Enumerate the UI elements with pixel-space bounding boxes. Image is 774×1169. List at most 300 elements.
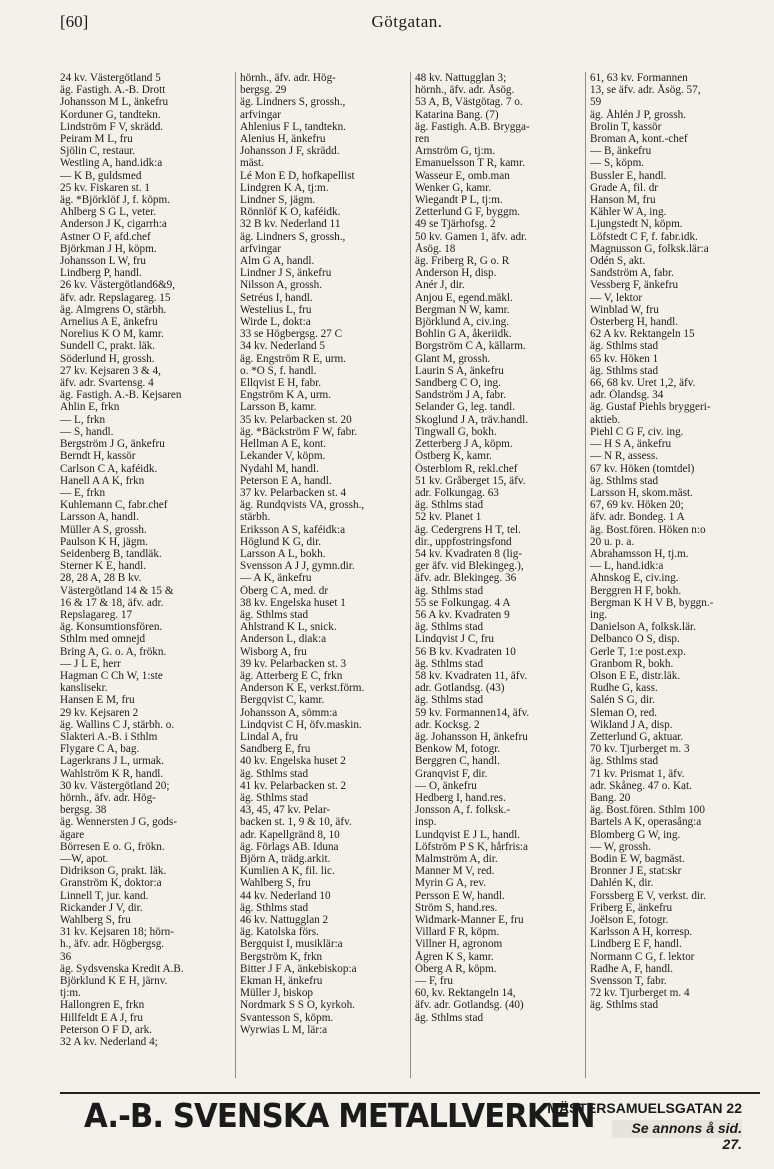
directory-line: Svensson T, fabr. <box>590 975 667 988</box>
directory-line: Katarina Bang. (7) <box>415 108 499 121</box>
directory-line: ger äfv. vid Blekingeg.), <box>415 560 524 573</box>
directory-line: Ahlberg S G L, veter. <box>60 206 157 219</box>
directory-line: Benkow M, fotogr. <box>415 743 501 756</box>
directory-line: Johansson M L, änkefru <box>60 96 169 109</box>
directory-line: 16 & 17 & 18, äfv. adr. <box>60 596 164 609</box>
directory-line: äg. Johansson H, änkefru <box>415 730 528 743</box>
directory-line: aktieb. <box>590 413 621 426</box>
directory-line: Johansson J F, skrädd. <box>240 145 340 158</box>
directory-line: 32 A kv. Nederland 4; <box>60 1036 158 1049</box>
directory-line: Sleman O, red. <box>590 706 658 719</box>
directory-line: äg. Friberg R, G o. R <box>415 255 510 268</box>
directory-line: Björklund K E H, järnv. <box>60 975 168 988</box>
directory-line: — F, fru <box>415 975 453 988</box>
directory-line: Löfström P S K, hårfris:a <box>415 840 528 853</box>
page-header <box>60 12 754 34</box>
directory-line: 24 kv. Västergötland 5 <box>60 72 161 84</box>
directory-line: dir., uppfostringsfond <box>415 535 512 548</box>
directory-line: Zetterlund G, aktuar. <box>590 730 684 743</box>
directory-line: Rickander J V, dir. <box>60 901 143 914</box>
directory-line: 43, 45, 47 kv. Pelar- <box>240 804 331 817</box>
directory-line: äg. Bost.fören. Sthlm 100 <box>590 804 705 817</box>
column-4 <box>585 72 765 1078</box>
directory-line: Alm G A, handl. <box>240 255 315 268</box>
directory-line: — W, grossh. <box>590 840 651 853</box>
directory-line: Hansen E M, fru <box>60 694 135 707</box>
directory-line: Peiram M L, fru <box>60 133 133 146</box>
directory-line: Österberg H, handl. <box>590 316 679 329</box>
directory-line: Bergström J G, änkefru <box>60 438 165 451</box>
directory-line: Zetterberg J A, köpm. <box>415 438 513 451</box>
directory-line: — E, frkn <box>60 486 106 499</box>
directory-columns <box>60 72 760 1078</box>
directory-line: 53 A, B, Västgötag. 7 o. <box>415 96 523 109</box>
directory-line: äg. Åhlén J P, grossh. <box>590 108 687 121</box>
directory-line: Bergqvist C, kamr. <box>240 694 325 707</box>
directory-line: Ahlstrand K L, snick. <box>240 621 337 634</box>
directory-line: Wiegandt P L, tj:m. <box>415 194 503 207</box>
directory-line: Magnusson G, folksk.lär:a <box>590 242 709 255</box>
directory-line: Sterner K E, handl. <box>60 560 147 573</box>
directory-line: Tingwall G, bokh. <box>415 425 497 438</box>
directory-line: 49 se Tjärhofsg. 2 <box>415 218 496 231</box>
directory-line: äfv. adr. Blekingeg. 36 <box>415 572 517 585</box>
column-3 <box>410 72 585 1078</box>
directory-line: Delbanco O S, disp. <box>590 633 680 646</box>
directory-line: Winblad W, fru <box>590 303 659 316</box>
directory-line: äg. Förlags AB. Iduna <box>240 840 339 853</box>
directory-line: Bronner J E, stat:skr <box>590 865 682 878</box>
directory-line: äg. Fastigh. A.-B. Drott <box>60 84 166 97</box>
directory-line: äg. *Bäckström F W, fabr. <box>240 425 358 438</box>
directory-line: Ahlin E, frkn <box>60 401 120 414</box>
directory-line: 61, 63 kv. Formannen <box>590 72 688 84</box>
directory-line: Ellqvist E H, fabr. <box>240 377 322 390</box>
advertiser-address: MÄSTERSAMUELSGATAN 22 <box>547 1100 742 1116</box>
directory-line: Skoglund J A, träv.handl. <box>415 413 529 426</box>
directory-line: 66, 68 kv. Uret 1,2, äfv. <box>590 377 696 390</box>
directory-line: 54 kv. Kvadraten 8 (lig- <box>415 547 523 560</box>
directory-line: 56 A kv. Kvadraten 9 <box>415 608 510 621</box>
directory-line: Nilsson A, grossh. <box>240 279 323 292</box>
directory-line: Didrikson G, prakt. läk. <box>60 865 167 878</box>
directory-line: Norelius K O M, kamr. <box>60 328 164 341</box>
directory-line: 40 kv. Engelska huset 2 <box>240 755 346 768</box>
directory-line: 30 kv. Västergötland 20; <box>60 779 170 792</box>
directory-line: Peterson E A, handl. <box>240 474 332 487</box>
directory-line: hörnh., äfv. adr. Hög- <box>240 72 336 84</box>
directory-line: Bartels A K, operasång:a <box>590 816 702 829</box>
directory-line: Westelius L, fru <box>240 303 312 316</box>
directory-line: Ljungstedt N, köpm. <box>590 218 683 231</box>
directory-line: Odén S, akt. <box>590 255 646 268</box>
directory-line: äg. Lindners S, grossh., <box>240 230 346 243</box>
directory-line: Selander G, leg. tandl. <box>415 401 516 414</box>
directory-line: Dahlén K, dir. <box>590 877 654 890</box>
directory-line: Wirde L, dokt:a <box>240 316 311 329</box>
directory-line: 28, 28 A, 28 B kv. <box>60 572 142 585</box>
directory-line: Lindqvist J C, fru <box>415 633 494 646</box>
directory-line: Sandberg C O, ing. <box>415 377 501 390</box>
street-title: Götgatan. <box>371 12 443 31</box>
directory-line: Ågren K S, kamr. <box>415 950 494 963</box>
directory-line: Forssberg E V, verkst. dir. <box>590 889 706 902</box>
directory-line: mäst. <box>240 157 264 170</box>
directory-line: äg. Sthlms stad <box>415 1011 484 1024</box>
directory-line: 41 kv. Pelarbacken st. 2 <box>240 779 347 792</box>
directory-line: Alenius H, änkefru <box>240 133 326 146</box>
directory-line: Hanson M, fru <box>590 194 656 207</box>
directory-line: Flygare C A, bag. <box>60 743 140 756</box>
directory-line: äg. Engström R E, urm. <box>240 352 346 365</box>
directory-line: Kähler W A, ing. <box>590 206 667 219</box>
directory-line: 55 se Folkungag. 4 A <box>415 596 511 609</box>
directory-line: äg. Cedergrens H T, tel. <box>415 523 521 536</box>
directory-line: äg. Sydsvenska Kredit A.B. <box>60 962 184 975</box>
directory-line: arfvingar <box>240 242 281 255</box>
directory-line: Björn A, trädg.arkit. <box>240 853 331 865</box>
directory-line: äfv. adr. Gotlandsg. (40) <box>415 999 524 1012</box>
directory-line: Larsson H, skom.mäst. <box>590 486 693 499</box>
directory-line: Berggren C, handl. <box>415 755 500 768</box>
directory-line: Eriksson A S, kaféidk:a <box>240 523 346 536</box>
directory-line: äg. Katolska förs. <box>240 926 319 939</box>
directory-line: Lindberg P, handl. <box>60 267 142 280</box>
directory-line: adr. Kocksg. 2 <box>415 718 480 731</box>
directory-line: Anjou E, egend.mäkl. <box>415 291 513 304</box>
directory-line: Danielson A, folksk.lär. <box>590 621 696 634</box>
directory-line: Nordmark S S O, kyrkoh. <box>240 999 355 1012</box>
directory-line: adr. Skåneg. 47 o. Kat. <box>590 779 692 792</box>
directory-line: tj:m. <box>60 987 81 1000</box>
directory-line: äg. Konsumtionsfören. <box>60 621 163 634</box>
directory-line: äg. Lindners S, grossh., <box>240 96 346 109</box>
directory-line: Rudhe G, kass. <box>590 682 658 695</box>
directory-line: h., äfv. adr. Högbergsg. <box>60 938 165 951</box>
directory-line: Bergquist I, musiklär:a <box>240 938 343 951</box>
directory-line: hörnh., äfv. adr. Åsög. <box>415 84 515 97</box>
directory-line: Östberg K, kamr. <box>415 450 492 463</box>
directory-line: — L, hand.idk:a <box>590 560 664 573</box>
directory-line: Lindström F V, skrädd. <box>60 120 164 133</box>
directory-line: Gerle T, 1:e post.exp. <box>590 645 686 658</box>
directory-line: Astner O F, afd.chef <box>60 230 151 243</box>
directory-line: ägare <box>60 828 85 841</box>
directory-line: Wahlström K R, handl. <box>60 767 164 780</box>
directory-line: Granbom R, bokh. <box>590 657 674 670</box>
directory-line: 33 se Högbergsg. 27 C <box>240 328 343 341</box>
directory-line: Björklund A, civ.ing. <box>415 316 510 329</box>
directory-line: 72 kv. Tjurberget m. 4 <box>590 987 690 1000</box>
directory-line: arfvingar <box>240 108 281 121</box>
directory-line: — S, köpm. <box>590 157 645 170</box>
directory-line: Wikland J A, disp. <box>590 718 673 731</box>
advertisement-reference: Se annons å sid. 27. <box>612 1120 742 1138</box>
directory-line: Björkman J H, köpm. <box>60 242 157 255</box>
directory-line: Anderson H, disp. <box>415 267 497 280</box>
directory-line: Johansson A, sömm:a <box>240 706 338 719</box>
directory-line: Glant M, grossh. <box>415 352 491 365</box>
directory-line: Laurin S A, änkefru <box>415 364 504 377</box>
directory-line: Lundqvist E J L, handl. <box>415 828 521 841</box>
directory-line: Wisborg A, fru <box>240 645 307 658</box>
directory-line: Borgström C A, källarm. <box>415 340 526 353</box>
directory-line: Joëlson E, fotogr. <box>590 914 669 927</box>
directory-line: äg. Fastigh. A.-B. Kejsaren <box>60 389 182 402</box>
directory-line: Anér J, dir. <box>415 279 465 292</box>
directory-line: Myrin G A, rev. <box>415 877 487 890</box>
directory-line: Zetterlund G F, byggm. <box>415 206 521 219</box>
directory-line: Lindner S, jägm. <box>240 194 316 207</box>
directory-line: äg. Sthlms stad <box>590 474 659 487</box>
directory-line: Carlson C A, kaféidk. <box>60 462 158 475</box>
directory-line: Manner M V, red. <box>415 865 495 878</box>
directory-line: — J L E, herr <box>60 657 121 670</box>
directory-line: Müller A S, grossh. <box>60 523 147 536</box>
advertiser-name: A.-B. SVENSKA METALLVERKEN <box>84 1096 595 1135</box>
directory-line: Paulson K H, jägm. <box>60 535 148 548</box>
directory-line: Normann C G, f. lektor <box>590 950 695 963</box>
column-1 <box>60 72 230 1078</box>
directory-line: Lekander V, köpm. <box>240 450 326 463</box>
directory-line: Kuhlemann C, fabr.chef <box>60 499 168 512</box>
directory-line: Larsson B, kamr. <box>240 401 317 414</box>
directory-line: 32 B kv. Nederland 11 <box>240 218 341 231</box>
directory-line: äg. Sthlms stad <box>240 791 309 804</box>
directory-line: 59 <box>590 96 602 109</box>
directory-line: Hillfeldt E A J, fru <box>60 1011 143 1024</box>
directory-line: äg. Sthlms stad <box>415 694 484 707</box>
directory-line: Sjölin C, restaur. <box>60 145 136 158</box>
directory-line: 31 kv. Kejsaren 18; hörn- <box>60 926 174 939</box>
directory-line: 62 A kv. Rektangeln 15 <box>590 328 695 341</box>
directory-line: äg. Sthlms stad <box>240 608 309 621</box>
directory-line: 29 kv. Kejsaren 2 <box>60 706 139 719</box>
directory-line: 65 kv. Höken 1 <box>590 352 659 365</box>
directory-line: adr. Ölandsg. 34 <box>590 389 664 402</box>
directory-line: Wahlberg S, fru <box>240 877 311 890</box>
directory-line: Blomberg G W, ing. <box>590 828 681 841</box>
directory-line: 13, se äfv. adr. Åsög. 57, <box>590 84 701 97</box>
directory-line: 20 u. p. a. <box>590 535 635 548</box>
advertisement-banner <box>60 1092 760 1152</box>
directory-line: 58 kv. Kvadraten 11, äfv. <box>415 669 528 682</box>
directory-line: 71 kv. Prismat 1, äfv. <box>590 767 685 780</box>
directory-line: 38 kv. Engelska huset 1 <box>240 596 346 609</box>
directory-line: 50 kv. Gamen 1, äfv. adr. <box>415 230 527 243</box>
directory-line: Johansson L W, fru <box>60 255 146 268</box>
directory-line: 34 kv. Nederland 5 <box>240 340 326 353</box>
directory-line: backen st. 1, 9 & 10, äfv. <box>240 816 352 829</box>
directory-line: Anderson J K, cigarrh:a <box>60 218 167 231</box>
directory-line: Persson E W, handl. <box>415 889 505 902</box>
directory-line: Bring A, G. o. A, frökn. <box>60 645 167 658</box>
directory-line: ren <box>415 133 430 146</box>
directory-line: — V, lektor <box>590 291 643 304</box>
directory-line: Hanell A A K, frkn <box>60 474 145 487</box>
directory-line: Slakteri A.-B. i Sthlm <box>60 730 158 743</box>
directory-line: Linnell T, jur. kand. <box>60 889 149 902</box>
directory-line: Lindqvist C H, öfv.maskin. <box>240 718 362 731</box>
directory-line: Karlsson A H, korresp. <box>590 926 693 939</box>
directory-line: Börresen E o. G, frökn. <box>60 840 165 853</box>
directory-line: Piehl C G F, civ. ing. <box>590 425 684 438</box>
directory-line: 27 kv. Kejsaren 3 & 4, <box>60 364 161 377</box>
directory-line: Villard F R, köpm. <box>415 926 500 939</box>
directory-line: hörnh., äfv. adr. Hög- <box>60 791 156 804</box>
directory-line: Öberg A R, köpm. <box>415 962 497 975</box>
directory-line: Wahlberg S, fru <box>60 914 131 927</box>
directory-line: äg. Sthlms stad <box>240 767 309 780</box>
directory-line: äg. Sthlms stad <box>415 621 484 634</box>
directory-line: Åsög. 18 <box>415 242 456 255</box>
directory-line: Västergötland 14 & 15 & <box>60 584 174 597</box>
page-number: [60] <box>60 12 89 31</box>
directory-line: — B, änkefru <box>590 145 652 158</box>
directory-line: äg. Sthlms stad <box>415 584 484 597</box>
directory-line: Setréus I, handl. <box>240 291 313 304</box>
directory-line: 25 kv. Fiskaren st. 1 <box>60 181 151 194</box>
directory-line: — A K, änkefru <box>240 572 312 585</box>
directory-line: 67, 69 kv. Höken 20; <box>590 499 684 512</box>
directory-line: 59 kv. Formannen14, äfv. <box>415 706 530 719</box>
directory-line: äg. Wallins C J, stärbh. o. <box>60 718 175 731</box>
directory-line: Rönnlöf K O, kaféidk. <box>240 206 341 219</box>
directory-line: 56 B kv. Kvadraten 10 <box>415 645 516 658</box>
directory-line: ing. <box>590 608 608 621</box>
directory-line: Öberg C A, med. dr <box>240 584 329 597</box>
directory-line: Söderlund H, grossh. <box>60 352 155 365</box>
directory-line: 51 kv. Gråberget 15, äfv. <box>415 474 526 487</box>
directory-line: Jonsson A, f. folksk.- <box>415 804 511 817</box>
directory-line: Radhe A, F, handl. <box>590 962 674 975</box>
directory-line: — H S A, änkefru <box>590 438 672 451</box>
directory-line: Grade A, fil. dr <box>590 181 659 194</box>
directory-line: Sundell C, prakt. läk. <box>60 340 156 353</box>
directory-line: Bergman K H V B, byggn.- <box>590 596 714 609</box>
directory-line: Vessberg F, änkefru <box>590 279 679 292</box>
directory-line: Granström K, doktor:a <box>60 877 162 890</box>
directory-line: o. *O S, f. handl. <box>240 364 317 377</box>
directory-line: Wenker G, kamr. <box>415 181 492 194</box>
directory-line: Lindal A, fru <box>240 730 299 743</box>
directory-line: Hellman A E, kont. <box>240 438 327 451</box>
directory-line: 35 kv. Pelarbacken st. 20 <box>240 413 352 426</box>
directory-line: Arnström G, tj:m. <box>415 145 496 158</box>
directory-line: äg. Fastigh. A.B. Brygga- <box>415 120 530 133</box>
directory-line: äg. Sthlms stad <box>590 364 659 377</box>
directory-line: Bergström K, frkn <box>240 950 323 963</box>
directory-line: äg. Almgrens O, stärbh. <box>60 303 167 316</box>
directory-line: Österblom R, rekl.chef <box>415 462 518 475</box>
directory-line: 44 kv. Nederland 10 <box>240 889 331 902</box>
directory-line: Larsson A, handl. <box>60 511 139 524</box>
directory-line: 36 <box>60 950 72 963</box>
directory-line: —W, apot. <box>60 853 109 865</box>
directory-line: kanslisekr. <box>60 682 108 695</box>
directory-line: äfv. adr. Repslagareg. 15 <box>60 291 171 304</box>
directory-line: äg. Sthlms stad <box>240 901 309 914</box>
directory-line: Svensson A J J, gymn.dir. <box>240 560 355 573</box>
directory-line: Emanuelsson T R, kamr. <box>415 157 525 170</box>
directory-line: bergsg. 38 <box>60 804 107 817</box>
directory-line: Ström S, hand.res. <box>415 901 498 914</box>
directory-line: Widmark-Manner E, fru <box>415 914 524 927</box>
directory-line: Hallongren E, frkn <box>60 999 145 1012</box>
directory-line: Engström K A, urm. <box>240 389 332 402</box>
directory-line: insp. <box>415 816 437 829</box>
directory-line: 48 kv. Nattugglan 3; <box>415 72 507 84</box>
directory-line: Broman A, kont.-chef <box>590 133 688 146</box>
directory-line: Anderson L, diak:a <box>240 633 327 646</box>
directory-line: Wyrwias L M, lär:a <box>240 1023 328 1036</box>
directory-line: äg. Sthlms stad <box>590 755 659 768</box>
directory-line: Repslagareg. 17 <box>60 608 133 621</box>
directory-line: Bohlin G A, åkeriidk. <box>415 328 512 341</box>
directory-line: — N R, assess. <box>590 450 659 463</box>
directory-line: äg. Wennersten J G, gods- <box>60 816 177 829</box>
directory-line: Seidenberg B, tandläk. <box>60 547 162 560</box>
directory-line: Löfstedt C F, f. fabr.idk. <box>590 230 698 243</box>
directory-line: äg. Gustaf Piehls bryggeri- <box>590 401 711 414</box>
directory-line: Granqvist F, dir. <box>415 767 488 780</box>
directory-line: adr. Folkungag. 63 <box>415 486 499 499</box>
directory-line: 67 kv. Höken (tomtdel) <box>590 462 695 475</box>
directory-line: Westling A, hand.idk:a <box>60 157 163 170</box>
directory-line: Lindgren K A, tj:m. <box>240 181 329 194</box>
directory-line: äg. Sthlms stad <box>415 499 484 512</box>
directory-line: Larsson A L, bokh. <box>240 547 326 560</box>
directory-line: Sandström A, fabr. <box>590 267 674 280</box>
directory-line: äg. *Björklöf J, f. köpm. <box>60 194 171 207</box>
directory-line: Abrahamsson H, tj.m. <box>590 547 689 560</box>
directory-line: Malmström A, dir. <box>415 853 498 865</box>
directory-line: Ekman H, änkefru <box>240 975 323 988</box>
directory-line: Bang. 20 <box>590 791 631 804</box>
directory-line: äfv. adr. Svartensg. 4 <box>60 377 154 390</box>
directory-line: — L, frkn <box>60 413 106 426</box>
directory-line: 52 kv. Planet 1 <box>415 511 482 524</box>
directory-line: Ahlenius F L, tandtekn. <box>240 120 346 133</box>
directory-line: Svantesson S, köpm. <box>240 1011 334 1024</box>
directory-line: Lé Mon E D, hofkapellist <box>240 169 355 182</box>
directory-line: Friberg E, änkefru <box>590 901 673 914</box>
directory-line: 70 kv. Tjurberget m. 3 <box>590 743 690 756</box>
directory-line: Lagerkrans J L, urmak. <box>60 755 165 768</box>
directory-line: Ahnskog E, civ.ing. <box>590 572 679 585</box>
directory-line: bergsg. 29 <box>240 84 287 97</box>
directory-line: 46 kv. Nattugglan 2 <box>240 914 329 927</box>
directory-line: Hagman C Ch W, 1:ste <box>60 669 163 682</box>
directory-line: äg. Sthlms stad <box>590 340 659 353</box>
directory-line: Höglund K G, dir. <box>240 535 322 548</box>
directory-line: Kumlien A K, fil. lic. <box>240 865 335 878</box>
directory-line: äg. Sthlms stad <box>415 657 484 670</box>
directory-line: Sthlm med omnejd <box>60 633 146 646</box>
directory-line: Nydahl M, handl. <box>240 462 319 475</box>
directory-line: — K B, guldsmed <box>60 169 142 182</box>
directory-line: äg. Sthlms stad <box>590 999 659 1012</box>
directory-line: 37 kv. Pelarbacken st. 4 <box>240 486 347 499</box>
directory-line: Villner H, agronom <box>415 938 503 951</box>
directory-line: Hedberg I, hand.res. <box>415 791 506 804</box>
directory-line: — S, handl. <box>60 425 114 438</box>
directory-line: adr. Gotlandsg. (43) <box>415 682 505 695</box>
directory-line: Bergman N W, kamr. <box>415 303 510 316</box>
directory-line: Berndt H, kassör <box>60 450 136 463</box>
directory-line: Lindberg E F, handl. <box>590 938 682 951</box>
directory-line: Sandberg E, fru <box>240 743 311 756</box>
